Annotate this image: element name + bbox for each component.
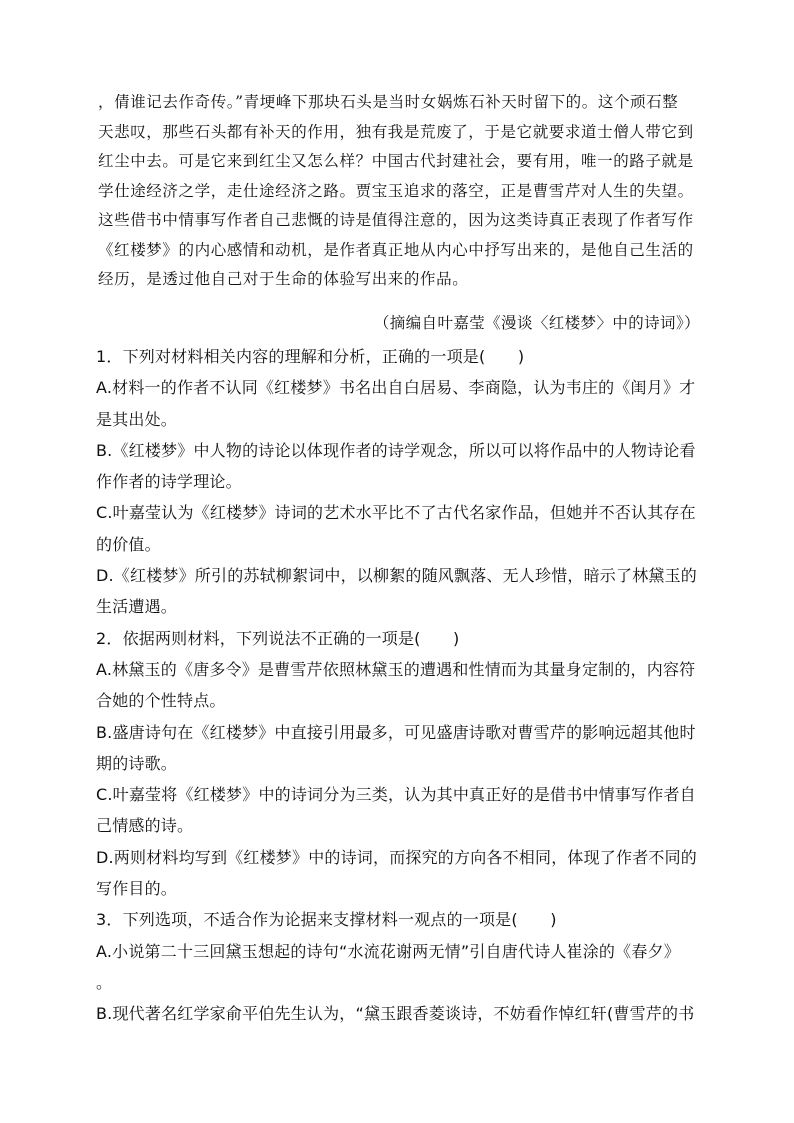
- question-3-option-a-cont: 。: [96, 972, 113, 992]
- passage-line: 学仕途经济之学，走仕途经济之路。贾宝玉追求的落空，正是曹雪芹对人生的失望。: [98, 181, 694, 200]
- question-2-option-d-cont: 写作目的。: [96, 879, 178, 899]
- question-1-option-d: D.《红楼梦》所引的苏轼柳絮词中，以柳絮的随风飘落、无人珍惜，暗示了林黛玉的: [96, 566, 698, 586]
- question-1-option-a-cont: 是其出处。: [96, 409, 178, 429]
- question-2-option-b: B.盛唐诗句在《红楼梦》中直接引用最多，可见盛唐诗歌对曹雪芹的影响远超其他时: [96, 722, 696, 742]
- question-2-option-b-cont: 期的诗歌。: [96, 753, 178, 773]
- question-1-stem: 1．下列对材料相关内容的理解和分析，正确的一项是( ): [96, 347, 525, 366]
- question-1-option-b: B.《红楼梦》中人物的诗论以体现作者的诗学观念，所以可以将作品中的人物诗论看: [96, 440, 696, 460]
- question-1-option-a: A.材料一的作者不认同《红楼梦》书名出自白居易、李商隐，认为韦庄的《闺月》才: [96, 378, 696, 398]
- question-3-option-a: A.小说第二十三回黛玉想起的诗句“水流花谢两无情”引自唐代诗人崔涂的《春夕》: [96, 941, 680, 961]
- passage-line: ，倩谁记去作奇传。”青埂峰下那块石头是当时女娲炼石补天时留下的。这个顽石整: [98, 93, 679, 111]
- question-3-stem: 3．下列选项，不适合作为论据来支撑材料一观点的一项是( ): [96, 910, 557, 930]
- question-1-option-b-cont: 作作者的诗学理论。: [96, 472, 242, 492]
- passage-line: 经历，是透过他自己对于生命的体验写出来的作品。: [98, 270, 469, 288]
- passage-excerpt: [98, 88, 710, 295]
- question-2-option-a: A.林黛玉的《唐多令》是曹雪芹依照林黛玉的遭遇和性情而为其量身定制的，内容符: [96, 659, 696, 679]
- question-1-option-d-cont: 生活遭遇。: [96, 597, 178, 617]
- question-1-option-c: C.叶嘉莹认为《红楼梦》诗词的艺术水平比不了古代名家作品，但她并不否认其存在: [96, 503, 696, 523]
- passage-line: 这些借书中情事写作者自己悲慨的诗是值得注意的，因为这类诗真正表现了作者写作: [98, 211, 694, 229]
- question-2-option-c: C.叶嘉莹将《红楼梦》中的诗词分为三类，认为其中真正好的是借书中情事写作者自: [96, 785, 696, 805]
- passage-line: 天悲叹，那些石头都有补天的作用，独有我是荒废了，于是它就要求道士僧人带它到: [98, 122, 694, 141]
- question-2-option-a-cont: 合她的个性特点。: [96, 691, 226, 711]
- question-2-option-d: D.两则材料均写到《红楼梦》中的诗词，而探究的方向各不相同，体现了作者不同的: [96, 847, 698, 867]
- question-2-stem: 2．依据两则材料，下列说法不正确的一项是( ): [96, 628, 460, 648]
- passage-line: 红尘中去。可是它来到红尘又怎么样？中国古代封建社会，要有用，唯一的路子就是: [98, 152, 694, 170]
- passage-line: 《红楼梦》的内心感情和动机，是作者真正地从内心中抒写出来的，是他自己生活的: [98, 240, 694, 259]
- source-citation: （摘编自叶嘉莹《漫谈〈红楼梦〉中的诗词》）: [373, 314, 700, 332]
- question-1-option-c-cont: 的价值。: [96, 534, 161, 554]
- questions-section: [96, 341, 712, 1030]
- question-2-option-c-cont: 己情感的诗。: [96, 816, 194, 836]
- question-3-option-b: B.现代著名红学家俞平伯先生认为，“黛玉跟香菱谈诗，不妨看作悼红轩(曹雪芹的书: [96, 1004, 695, 1024]
